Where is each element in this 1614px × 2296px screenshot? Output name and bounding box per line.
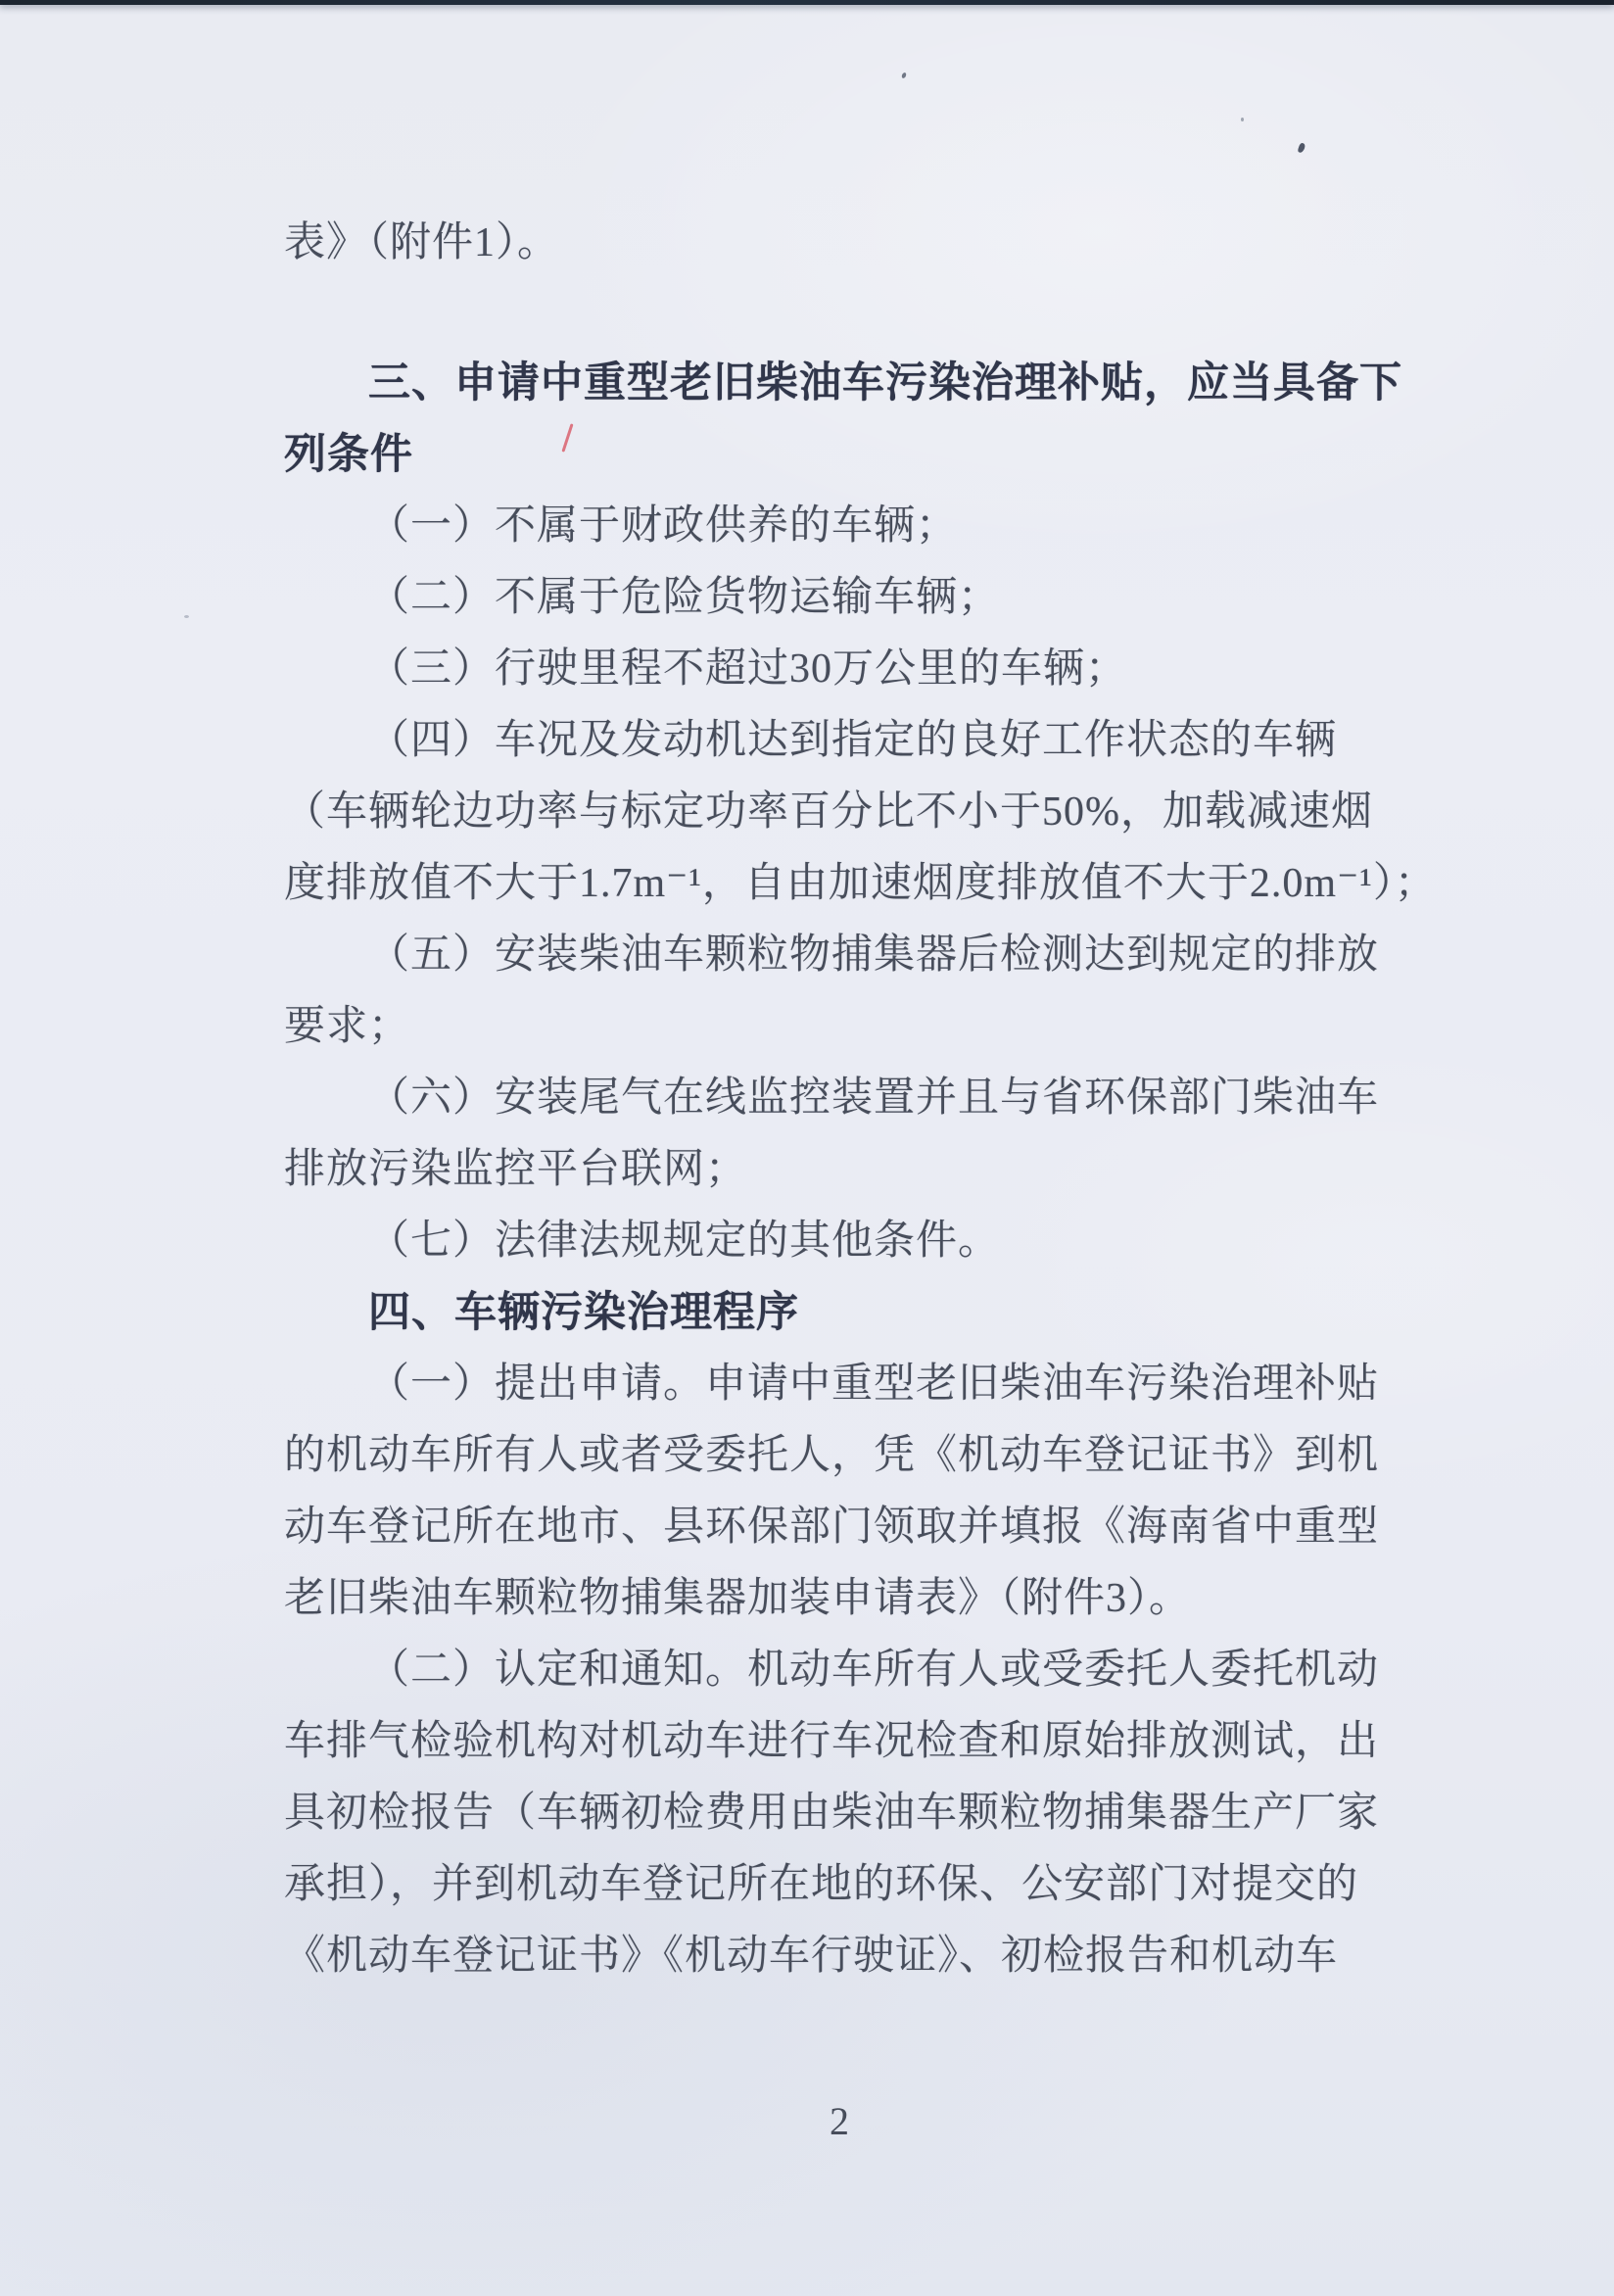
document-line: （七）法律法规规定的其他条件。 [368,1219,1001,1264]
document-line: （车辆轮边功率与标定功率百分比不小于50%，加载减速烟 [284,789,1373,835]
document-line: （五）安装柴油车颗粒物捕集器后检测达到规定的排放 [368,933,1380,978]
scan-speck [184,615,189,618]
document-line: （四）车况及发动机达到指定的良好工作状态的车辆 [368,718,1338,763]
document-line: 度排放值不大于1.7m⁻¹，自由加速烟度排放值不大于2.0m⁻¹）； [284,861,1437,906]
document-line: 的机动车所有人或者受委托人，凭《机动车登记证书》到机 [284,1433,1380,1478]
document-line: 承担），并到机动车登记所在地的环保、公安部门对提交的 [284,1862,1359,1907]
document-line: 老旧柴油车颗粒物捕集器加装申请表》（附件3）。 [284,1576,1192,1621]
document-line: （六）安装尾气在线监控装置并且与省环保部门柴油车 [368,1076,1380,1121]
document-line: （一）提出申请。申请中重型老旧柴油车污染治理补贴 [368,1362,1380,1407]
document-line: 动车登记所在地市、县环保部门领取并填报《海南省中重型 [284,1505,1380,1550]
document-line: 车排气检验机构对机动车进行车况检查和原始排放测试，出 [284,1719,1380,1764]
section-heading-line: 三、申请中重型老旧柴油车污染治理补贴，应当具备下 [368,359,1402,407]
document-line: 表》（附件1）。 [284,220,560,265]
document-line: 具初检报告（车辆初检费用由柴油车颗粒物捕集器生产厂家 [284,1791,1380,1836]
section-heading-line: 四、车辆污染治理程序 [368,1289,799,1336]
section-heading-line: 列条件 [284,431,413,478]
scan-speck [1298,142,1306,153]
document-line: （二）不属于危险货物运输车辆； [368,575,1001,620]
document-line: （三）行驶里程不超过30万公里的车辆； [368,646,1128,692]
document-line: （二）认定和通知。机动车所有人或受委托人委托机动 [368,1648,1380,1693]
document-line: （一）不属于财政供养的车辆； [368,503,959,549]
scan-speck [901,72,907,78]
scan-edge-top [0,0,1614,5]
scan-speck [1241,118,1244,121]
page-number: 2 [830,2099,849,2143]
document-line: 《机动车登记证书》《机动车行驶证》、初检报告和机动车 [284,1934,1339,1979]
document-line: 排放污染监控平台联网； [284,1147,748,1192]
document-body [284,208,1437,1992]
document-line: 要求； [284,1004,411,1049]
